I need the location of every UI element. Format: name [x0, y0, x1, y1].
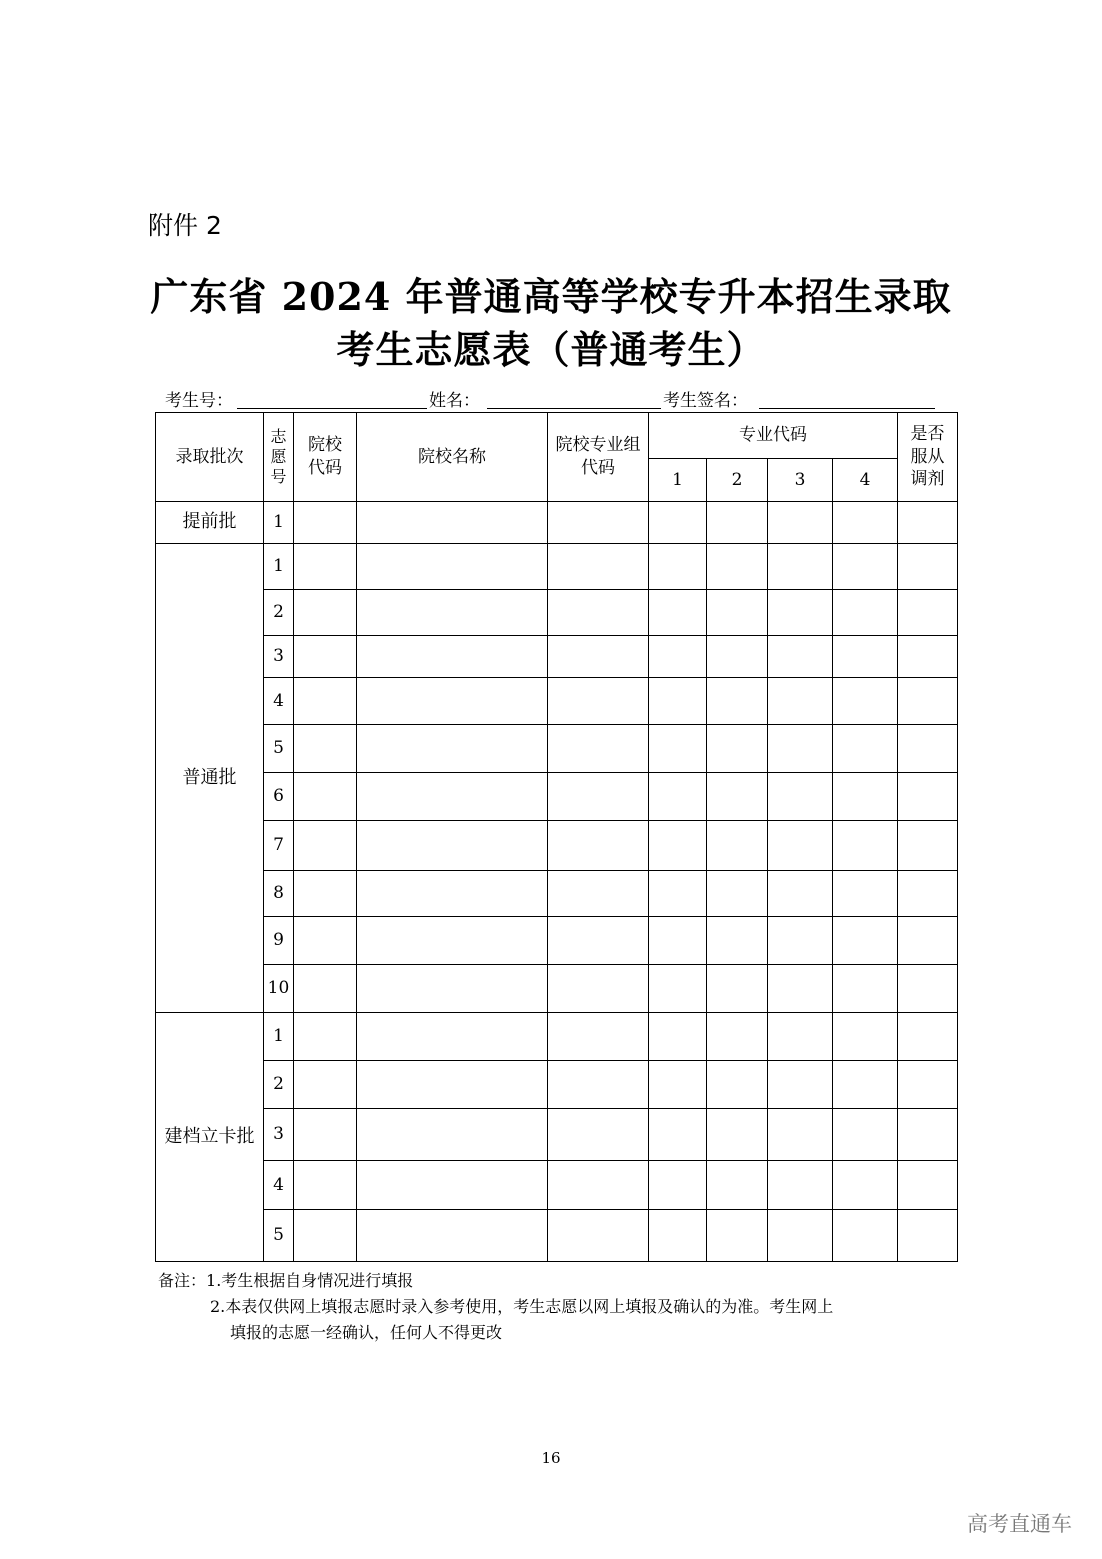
- adjust-cell[interactable]: [898, 502, 958, 544]
- school-name-cell[interactable]: [357, 1109, 548, 1161]
- table-row: [156, 821, 958, 871]
- major-4-cell[interactable]: [833, 773, 898, 821]
- table-row: [156, 1109, 958, 1161]
- choice-number: 4: [264, 1161, 294, 1210]
- major-1-cell[interactable]: [649, 1161, 707, 1210]
- major-2-cell[interactable]: [707, 1210, 768, 1262]
- school-code-cell[interactable]: [294, 636, 357, 678]
- major-3-cell[interactable]: [768, 1013, 833, 1061]
- choice-number: 4: [264, 678, 294, 725]
- school-name-cell[interactable]: [357, 1210, 548, 1262]
- major-4-cell[interactable]: [833, 917, 898, 965]
- school-code-cell[interactable]: [294, 773, 357, 821]
- table-row: [156, 636, 958, 678]
- table-row: [156, 1013, 958, 1061]
- major-2-cell[interactable]: [707, 773, 768, 821]
- header-batch: 录取批次: [156, 413, 264, 502]
- school-code-cell[interactable]: [294, 1210, 357, 1262]
- adjust-cell[interactable]: [898, 917, 958, 965]
- choice-number: 1: [264, 1013, 294, 1061]
- major-3-cell[interactable]: [768, 544, 833, 590]
- major-2-cell[interactable]: [707, 725, 768, 773]
- major-4-cell[interactable]: [833, 1161, 898, 1210]
- major-2-cell[interactable]: [707, 1109, 768, 1161]
- choice-number: 2: [264, 590, 294, 636]
- notes-label: 备注：: [158, 1271, 207, 1290]
- major-3-cell[interactable]: [768, 773, 833, 821]
- group-code-cell[interactable]: [548, 1013, 649, 1061]
- school-name-cell[interactable]: [357, 544, 548, 590]
- table-row: [156, 1061, 958, 1109]
- exam-number-field[interactable]: [237, 408, 427, 409]
- adjust-cell[interactable]: [898, 590, 958, 636]
- group-code-cell[interactable]: [548, 636, 649, 678]
- major-4-cell[interactable]: [833, 544, 898, 590]
- major-3-cell[interactable]: [768, 725, 833, 773]
- school-code-cell[interactable]: [294, 871, 357, 917]
- header-choice-no: 志愿号: [264, 413, 294, 502]
- notes: [158, 1268, 833, 1346]
- major-4-cell[interactable]: [833, 636, 898, 678]
- major-3-cell[interactable]: [768, 1109, 833, 1161]
- major-3-cell[interactable]: [768, 502, 833, 544]
- choice-table-body: [156, 502, 958, 1262]
- school-name-cell[interactable]: [357, 502, 548, 544]
- major-4-cell[interactable]: [833, 590, 898, 636]
- table-row: [156, 773, 958, 821]
- major-3-cell[interactable]: [768, 965, 833, 1013]
- candidate-info-row: [165, 386, 935, 412]
- major-2-cell[interactable]: [707, 871, 768, 917]
- major-4-cell[interactable]: [833, 502, 898, 544]
- adjust-cell[interactable]: [898, 773, 958, 821]
- choice-number: 5: [264, 1210, 294, 1262]
- table-row: [156, 502, 958, 544]
- header-school-code: 院校代码: [294, 413, 357, 502]
- adjust-cell[interactable]: [898, 1013, 958, 1061]
- group-code-cell[interactable]: [548, 917, 649, 965]
- choice-number: 2: [264, 1061, 294, 1109]
- header-major-3: 3: [768, 459, 833, 502]
- major-3-cell[interactable]: [768, 1061, 833, 1109]
- major-2-cell[interactable]: [707, 917, 768, 965]
- batch-name: 提前批: [156, 502, 264, 544]
- school-code-cell[interactable]: [294, 1013, 357, 1061]
- group-code-cell[interactable]: [548, 1161, 649, 1210]
- major-1-cell[interactable]: [649, 1109, 707, 1161]
- major-1-cell[interactable]: [649, 502, 707, 544]
- school-code-cell[interactable]: [294, 678, 357, 725]
- major-3-cell[interactable]: [768, 917, 833, 965]
- school-code-cell[interactable]: [294, 1109, 357, 1161]
- choice-number: 1: [264, 502, 294, 544]
- school-name-cell[interactable]: [357, 773, 548, 821]
- major-4-cell[interactable]: [833, 1061, 898, 1109]
- page-number: 16: [541, 1449, 561, 1467]
- header-school-name: 院校名称: [357, 413, 548, 502]
- school-code-cell[interactable]: [294, 1161, 357, 1210]
- choice-number: 3: [264, 636, 294, 678]
- school-name-cell[interactable]: [357, 1061, 548, 1109]
- group-code-cell[interactable]: [548, 590, 649, 636]
- major-2-cell[interactable]: [707, 965, 768, 1013]
- adjust-cell[interactable]: [898, 1210, 958, 1262]
- adjust-cell[interactable]: [898, 1109, 958, 1161]
- school-name-cell[interactable]: [357, 678, 548, 725]
- header-major-2: 2: [707, 459, 768, 502]
- adjust-cell[interactable]: [898, 1161, 958, 1210]
- major-2-cell[interactable]: [707, 1061, 768, 1109]
- major-3-cell[interactable]: [768, 1161, 833, 1210]
- choice-number: 9: [264, 917, 294, 965]
- group-code-cell[interactable]: [548, 773, 649, 821]
- group-code-cell[interactable]: [548, 1109, 649, 1161]
- major-2-cell[interactable]: [707, 1013, 768, 1061]
- header-group-code: 院校专业组代码: [548, 413, 649, 502]
- major-2-cell[interactable]: [707, 544, 768, 590]
- adjust-cell[interactable]: [898, 1061, 958, 1109]
- name-field[interactable]: [487, 408, 661, 409]
- school-name-cell[interactable]: [357, 1013, 548, 1061]
- major-3-cell[interactable]: [768, 871, 833, 917]
- header-adjust: 是否服从调剂: [898, 413, 958, 502]
- table-row: [156, 678, 958, 725]
- choice-number: 8: [264, 871, 294, 917]
- school-code-cell[interactable]: [294, 821, 357, 871]
- major-2-cell[interactable]: [707, 502, 768, 544]
- group-code-cell[interactable]: [548, 1210, 649, 1262]
- adjust-cell[interactable]: [898, 725, 958, 773]
- major-4-cell[interactable]: [833, 1013, 898, 1061]
- major-1-cell[interactable]: [649, 636, 707, 678]
- exam-number-label: 考生号：: [165, 391, 233, 411]
- adjust-cell[interactable]: [898, 821, 958, 871]
- signature-field[interactable]: [759, 408, 935, 409]
- major-4-cell[interactable]: [833, 871, 898, 917]
- adjust-cell[interactable]: [898, 965, 958, 1013]
- table-row: [156, 1161, 958, 1210]
- group-code-cell[interactable]: [548, 678, 649, 725]
- major-3-cell[interactable]: [768, 821, 833, 871]
- school-name-cell[interactable]: [357, 590, 548, 636]
- major-4-cell[interactable]: [833, 678, 898, 725]
- choice-number: 1: [264, 544, 294, 590]
- group-code-cell[interactable]: [548, 725, 649, 773]
- school-code-cell[interactable]: [294, 965, 357, 1013]
- choice-table: [155, 412, 958, 1262]
- choice-number: 7: [264, 821, 294, 871]
- choice-number: 3: [264, 1109, 294, 1161]
- major-3-cell[interactable]: [768, 590, 833, 636]
- table-row: [156, 1210, 958, 1262]
- group-code-cell[interactable]: [548, 965, 649, 1013]
- school-code-cell[interactable]: [294, 1061, 357, 1109]
- major-1-cell[interactable]: [649, 1061, 707, 1109]
- school-name-cell[interactable]: [357, 821, 548, 871]
- group-code-cell[interactable]: [548, 871, 649, 917]
- group-code-cell[interactable]: [548, 821, 649, 871]
- signature-label: 考生签名：: [663, 391, 748, 411]
- batch-name: 普通批: [156, 544, 264, 1013]
- school-code-cell[interactable]: [294, 502, 357, 544]
- major-1-cell[interactable]: [649, 590, 707, 636]
- major-1-cell[interactable]: [649, 1013, 707, 1061]
- choice-number: 5: [264, 725, 294, 773]
- major-4-cell[interactable]: [833, 965, 898, 1013]
- header-major-4: 4: [833, 459, 898, 502]
- batch-name: 建档立卡批: [156, 1013, 264, 1262]
- header-major-1: 1: [649, 459, 707, 502]
- table-row: [156, 917, 958, 965]
- school-code-cell[interactable]: [294, 544, 357, 590]
- note-2-line-1: 2.本表仅供网上填报志愿时录入参考使用，考生志愿以网上填报及确认的为准。考生网上: [210, 1297, 834, 1316]
- adjust-cell[interactable]: [898, 544, 958, 590]
- major-1-cell[interactable]: [649, 544, 707, 590]
- school-name-cell[interactable]: [357, 917, 548, 965]
- table-row: [156, 544, 958, 590]
- major-1-cell[interactable]: [649, 725, 707, 773]
- school-code-cell[interactable]: [294, 725, 357, 773]
- major-1-cell[interactable]: [649, 871, 707, 917]
- school-name-cell[interactable]: [357, 1161, 548, 1210]
- choice-number: 10: [264, 965, 294, 1013]
- major-1-cell[interactable]: [649, 773, 707, 821]
- major-1-cell[interactable]: [649, 1210, 707, 1262]
- major-3-cell[interactable]: [768, 1210, 833, 1262]
- major-1-cell[interactable]: [649, 917, 707, 965]
- major-4-cell[interactable]: [833, 821, 898, 871]
- table-row: [156, 725, 958, 773]
- major-2-cell[interactable]: [707, 1161, 768, 1210]
- choice-number: 6: [264, 773, 294, 821]
- major-1-cell[interactable]: [649, 821, 707, 871]
- major-2-cell[interactable]: [707, 821, 768, 871]
- note-2-line-2: 填报的志愿一经确认，任何人不得更改: [230, 1323, 503, 1342]
- table-row: [156, 871, 958, 917]
- school-name-cell[interactable]: [357, 965, 548, 1013]
- form-title-line-1: 广东省 2024 年普通高等学校专升本招生录取: [150, 274, 952, 319]
- group-code-cell[interactable]: [548, 502, 649, 544]
- school-name-cell[interactable]: [357, 871, 548, 917]
- major-1-cell[interactable]: [649, 965, 707, 1013]
- table-row: [156, 965, 958, 1013]
- name-label: 姓名：: [429, 391, 480, 411]
- major-2-cell[interactable]: [707, 590, 768, 636]
- adjust-cell[interactable]: [898, 871, 958, 917]
- major-1-cell[interactable]: [649, 678, 707, 725]
- major-3-cell[interactable]: [768, 636, 833, 678]
- school-name-cell[interactable]: [357, 725, 548, 773]
- major-2-cell[interactable]: [707, 636, 768, 678]
- adjust-cell[interactable]: [898, 636, 958, 678]
- major-4-cell[interactable]: [833, 1210, 898, 1262]
- major-3-cell[interactable]: [768, 678, 833, 725]
- table-row: [156, 590, 958, 636]
- watermark: 高考直通车: [967, 1512, 1072, 1536]
- note-1: 1.考生根据自身情况进行填报: [206, 1271, 414, 1290]
- group-code-cell[interactable]: [548, 1061, 649, 1109]
- header-major-code: 专业代码: [649, 413, 898, 459]
- school-code-cell[interactable]: [294, 917, 357, 965]
- school-code-cell[interactable]: [294, 590, 357, 636]
- attachment-label: 附件 2: [148, 211, 222, 240]
- school-name-cell[interactable]: [357, 636, 548, 678]
- major-4-cell[interactable]: [833, 725, 898, 773]
- adjust-cell[interactable]: [898, 678, 958, 725]
- major-2-cell[interactable]: [707, 678, 768, 725]
- form-title-line-2: 考生志愿表（普通考生）: [336, 327, 766, 372]
- major-4-cell[interactable]: [833, 1109, 898, 1161]
- group-code-cell[interactable]: [548, 544, 649, 590]
